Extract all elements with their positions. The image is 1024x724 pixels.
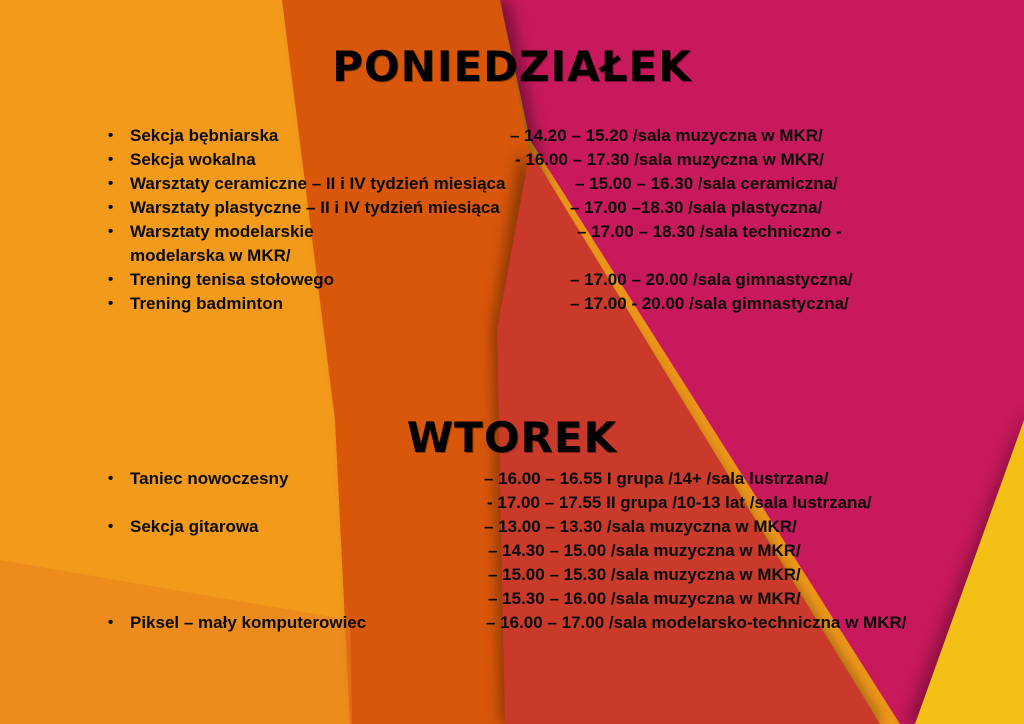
activity-name: Warsztaty plastyczne – II i IV tydzień miesiąca [130, 198, 500, 217]
bullet-icon: • [108, 295, 114, 312]
activity-name-continuation: modelarska w MKR/ [130, 246, 291, 265]
activity-name: Taniec nowoczesny [130, 469, 289, 488]
activity-time: – 14.20 – 15.20 /sala muzyczna w MKR/ [510, 126, 823, 145]
bullet-icon: • [108, 614, 114, 631]
activity-name: Sekcja gitarowa [130, 517, 259, 536]
list-item [0, 268, 1024, 292]
list-item [0, 292, 1024, 316]
list-item [0, 467, 1024, 491]
activity-time: - 17.00 – 17.55 II grupa /10-13 lat /sala lustrzana/ [487, 493, 872, 512]
monday-title: PONIEDZIAŁEK [332, 42, 692, 91]
activity-time: – 15.00 – 15.30 /sala muzyczna w MKR/ [488, 565, 801, 584]
activity-time: – 16.00 – 16.55 I grupa /14+ /sala lustrzana/ [484, 469, 829, 488]
activity-time: - 16.00 – 17.30 /sala muzyczna w MKR/ [515, 150, 824, 169]
activity-name: Trening tenisa stołowego [130, 270, 335, 289]
activity-name: Sekcja wokalna [130, 150, 256, 169]
list-item [0, 148, 1024, 172]
list-item [0, 196, 1024, 220]
bullet-icon: • [108, 223, 114, 240]
activity-name: Warsztaty ceramiczne – II i IV tydzień miesiąca [130, 174, 506, 193]
activity-time: – 17.00 - 20.00 /sala gimnastyczna/ [570, 294, 849, 313]
activity-name: Piksel – mały komputerowiec [130, 613, 367, 632]
list-item-continuation [0, 539, 1024, 563]
bullet-icon: • [108, 271, 114, 288]
list-item-continuation [0, 491, 1024, 515]
bullet-icon: • [108, 151, 114, 168]
activity-time: – 14.30 – 15.00 /sala muzyczna w MKR/ [488, 541, 801, 560]
activity-time: – 15.00 – 16.30 /sala ceramiczna/ [575, 174, 838, 193]
activity-time: – 15.30 – 16.00 /sala muzyczna w MKR/ [488, 589, 801, 608]
list-item [0, 124, 1024, 148]
activity-time: – 17.00 –18.30 /sala plastyczna/ [570, 198, 823, 217]
bullet-icon: • [108, 518, 114, 535]
list-item-continuation [0, 587, 1024, 611]
activity-time: – 16.00 – 17.00 /sala modelarsko-techniczna w MKR/ [486, 613, 907, 632]
bullet-icon: • [108, 127, 114, 144]
activity-time: – 17.00 – 20.00 /sala gimnastyczna/ [570, 270, 853, 289]
list-item-continuation [0, 244, 1024, 268]
list-item [0, 172, 1024, 196]
activity-time: – 13.00 – 13.30 /sala muzyczna w MKR/ [484, 517, 797, 536]
bullet-icon: • [108, 199, 114, 216]
activity-name: Trening badminton [130, 294, 283, 313]
bullet-icon: • [108, 175, 114, 192]
list-item-continuation [0, 563, 1024, 587]
activity-name: Sekcja bębniarska [130, 126, 279, 145]
tuesday-title: WTOREK [406, 413, 618, 462]
activity-time: – 17.00 – 18.30 /sala techniczno - [577, 222, 842, 241]
list-item [0, 515, 1024, 539]
list-item [0, 220, 1024, 244]
list-item [0, 611, 1024, 635]
bullet-icon: • [108, 470, 114, 487]
activity-name: Warsztaty modelarskie [130, 222, 314, 241]
